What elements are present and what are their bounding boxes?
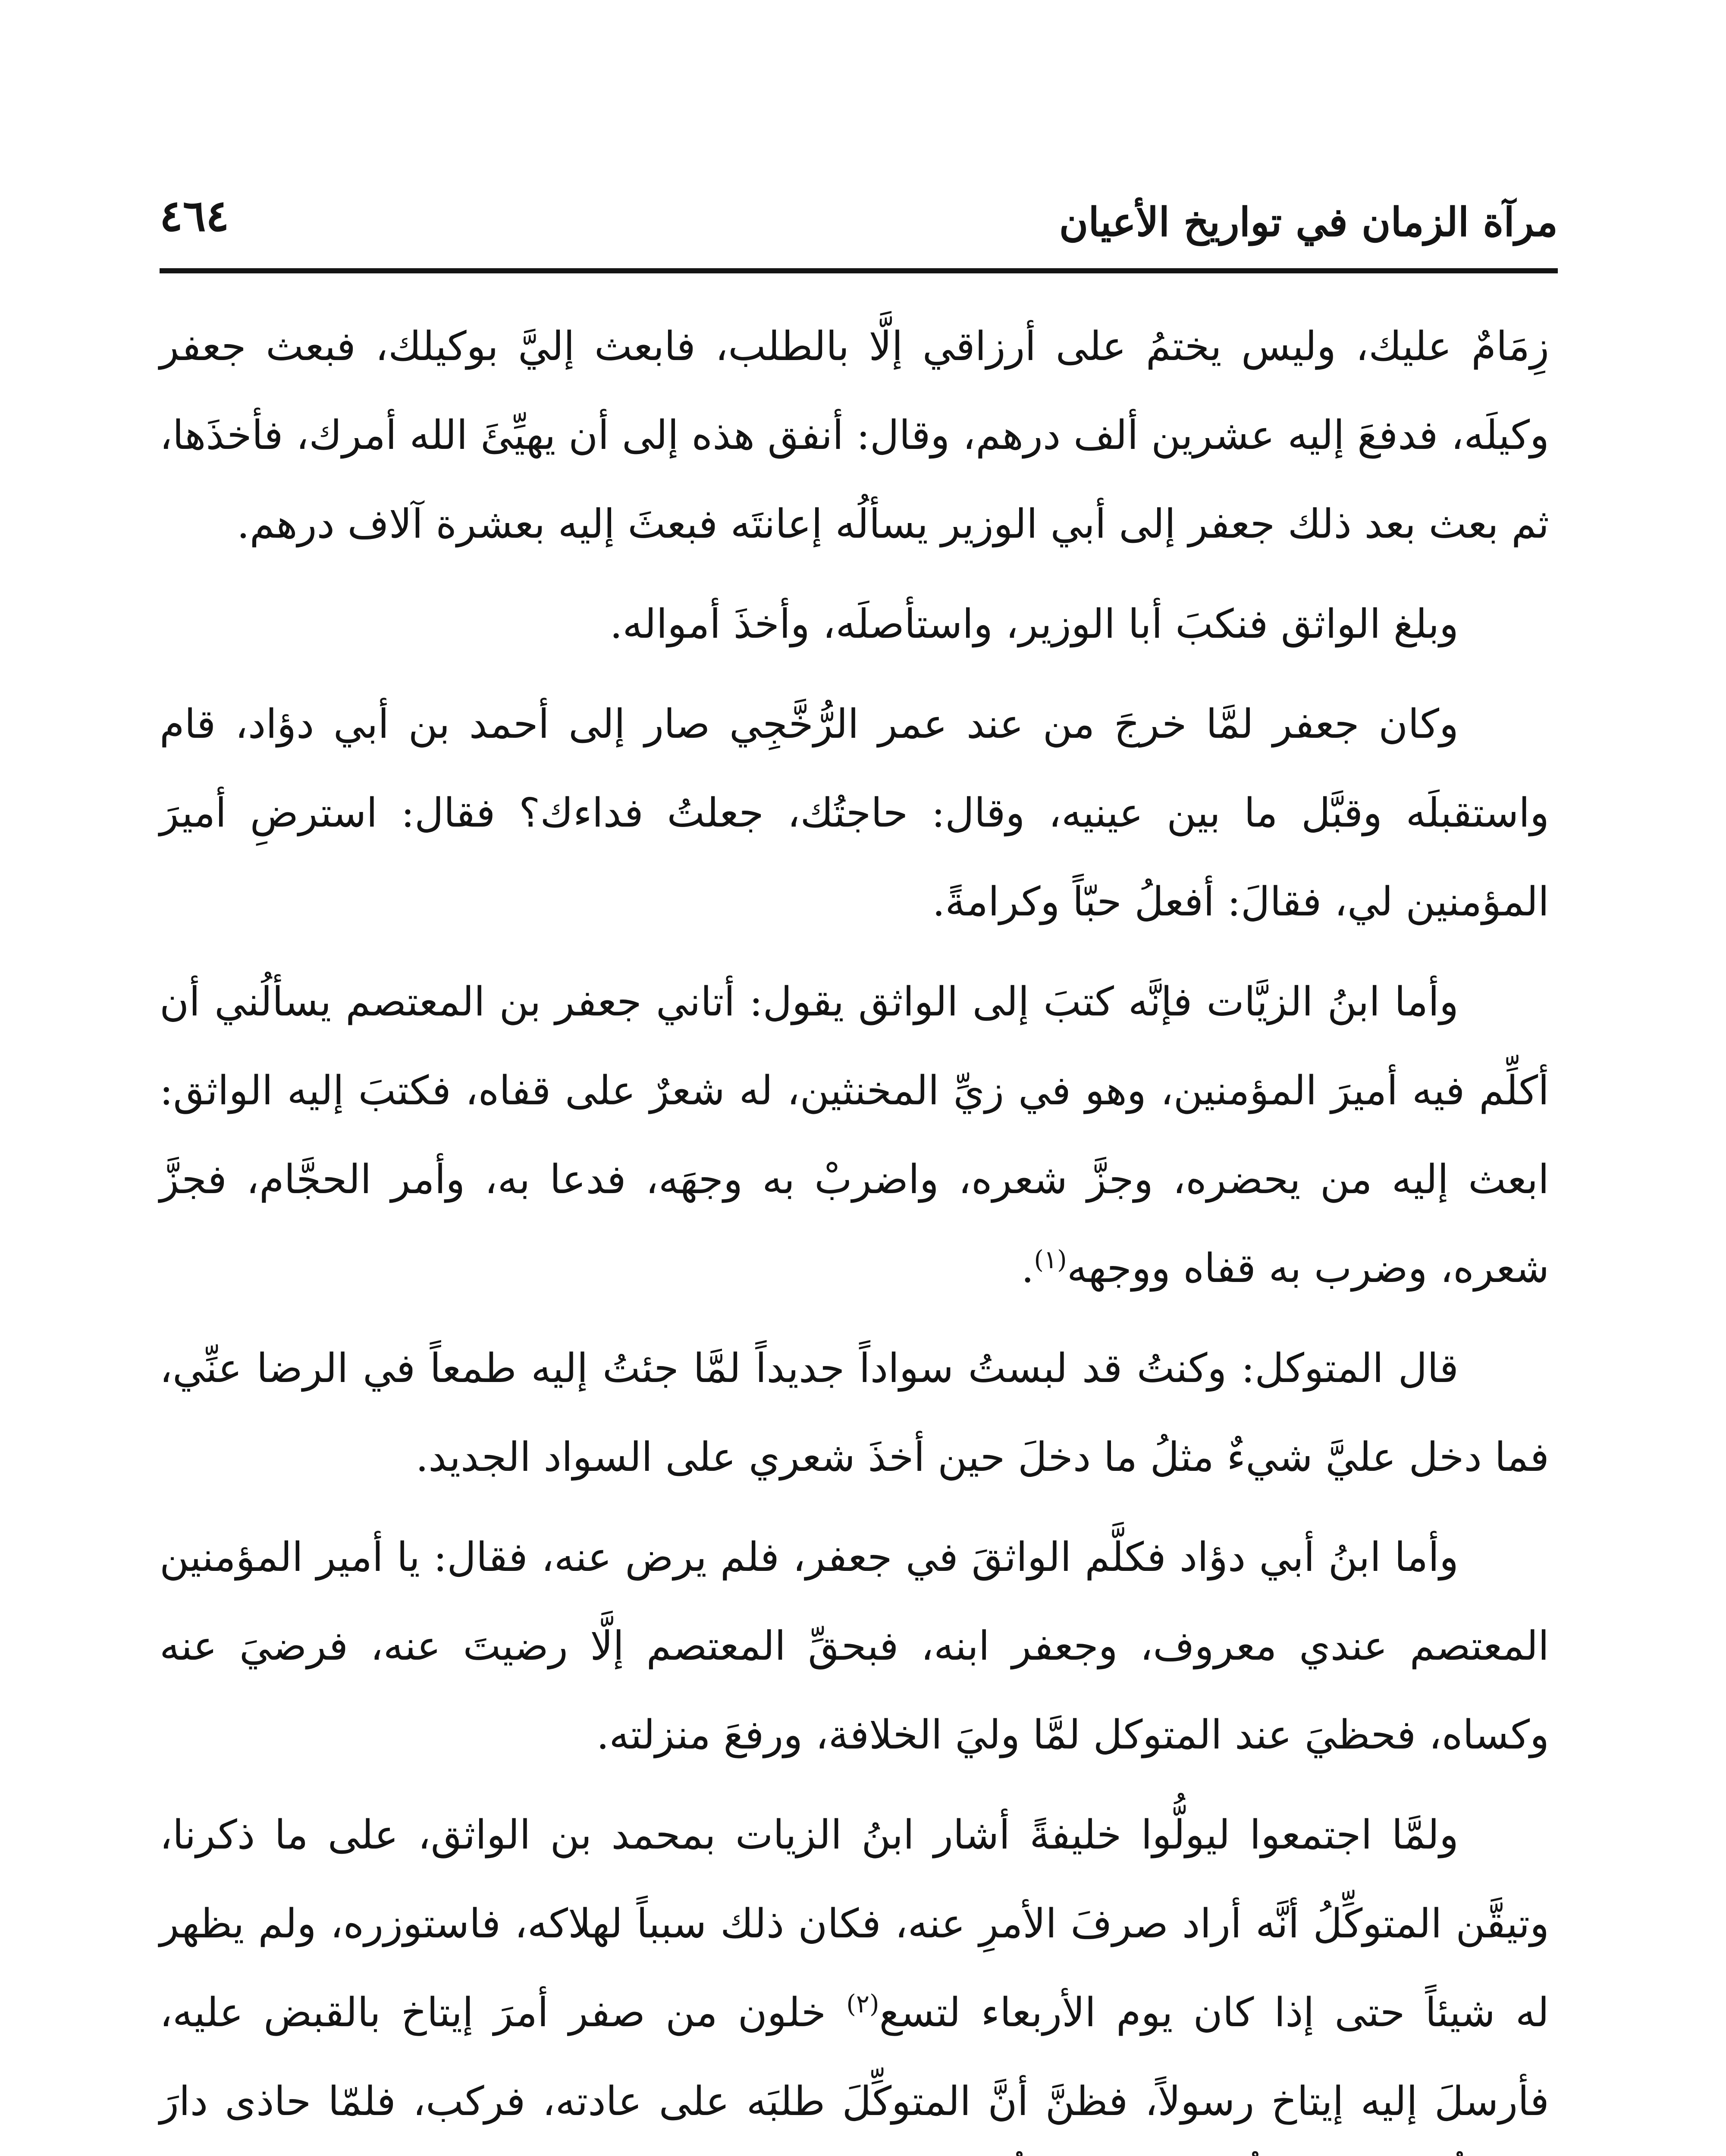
paragraph (160, 957, 1549, 1313)
paragraph-text-tail: خلون من صفر أمرَ إيتاخ بالقبض عليه، فأرسلَ إليه إيتاخ رسولاً، فظنَّ أنَّ المتوكِّلَ طلبَه على عادته، فركب، فلمّا حاذى دارَ (160, 1989, 1549, 2125)
main-text (160, 302, 1549, 2156)
paragraph-text: قال المتوكل: وكنتُ قد لبستُ سواداً جديداً لمَّا جئتُ إليه طمعاً في الرضا عنِّي، فما دخل عليَّ شيءٌ مثلُ ما دخلَ حين أخذَ شعري على السواد الجديد. (160, 1345, 1549, 1480)
paragraph-text: ولمَّا اجتمعوا ليولُّوا خليفةً أشار ابنُ الزيات بمحمد بن الواثق، على ما ذكرنا، وتيقَّن المتوكِّلُ أنَّه أراد صرفَ الأمرِ عنه، فكان ذلك سبباً لهلاكه، فاستوزره، ولم يظهر له شيئاً حتى إذا كان يوم الأربعاء لتسع (160, 1811, 1549, 2036)
paragraph-text: زِمَامٌ عليك، وليس يختمُ على أرزاقي إلَّا بالطلب، فابعث إليَّ بوكيلك، فبعث جعفر وكيلَه، فدفعَ إليه عشرين ألف درهم، وقال: أنفق هذه إلى أن يهيِّئَ الله أمرك، فأخذَها، ثم بعث بعد ذلك جعفر إلى أبي الوزير يسألُه إعانتَه فبعثَ إليه بعشرة آلاف درهم. (160, 323, 1549, 547)
paragraph-text: وكان جعفر لمَّا خرجَ من عند عمر الرُّخَّجِي صار إلى أحمد بن أبي دؤاد، قام واستقبلَه وقبَّل ما بين عينيه، وقال: حاجتُك، جعلتُ فداءك؟ فقال: استرضِ أميرَ المؤمنين لي، فقالَ: أفعلُ حبّاً وكرامةً. (160, 701, 1549, 925)
paragraph (160, 580, 1549, 668)
paragraph (160, 680, 1549, 946)
page-number: ٤٦٤ (160, 190, 229, 241)
paragraph (160, 302, 1549, 568)
paragraph (160, 1790, 1549, 2156)
footnote-reference: (٢) (846, 1989, 879, 2018)
paragraph-text-tail: . (1021, 1245, 1034, 1291)
book-title: مرآة الزمان في تواريخ الأعيان (1059, 199, 1558, 245)
header-rule (160, 268, 1558, 273)
paragraph (160, 1513, 1549, 1779)
footnote-reference: (١) (1034, 1245, 1067, 1274)
paragraph-text: وبلغ الواثق فنكبَ أبا الوزير، واستأصلَه، وأخذَ أمواله. (609, 601, 1459, 647)
paragraph-text: وأما ابنُ أبي دؤاد فكلَّم الواثقَ في جعفر، فلم يرض عنه، فقال: يا أمير المؤمنين المعتصم عندي معروف، وجعفر ابنه، فبحقِّ المعتصم إلَّا رضيتَ عنه، فرضيَ عنه وكساه، فحظيَ عند المتوكل لمَّا وليَ الخلافة، ورفعَ منزلته. (160, 1534, 1549, 1758)
page-header (160, 190, 1558, 254)
paragraph (160, 1324, 1549, 1501)
paragraph-text: وأما ابنُ الزيَّات فإنَّه كتبَ إلى الواثق يقول: أتاني جعفر بن المعتصم يسألُني أن أكلِّم فيه أميرَ المؤمنين، وهو في زيِّ المخنثين، له شعرٌ على قفاه، فكتبَ إليه الواثق: ابعث إليه من يحضره، وجزَّ شعره، واضربْ به وجهَه، فدعا به، وأمر الحجَّام، فجزَّ شعره، وضرب به قفاه ووجهه (160, 978, 1549, 1291)
